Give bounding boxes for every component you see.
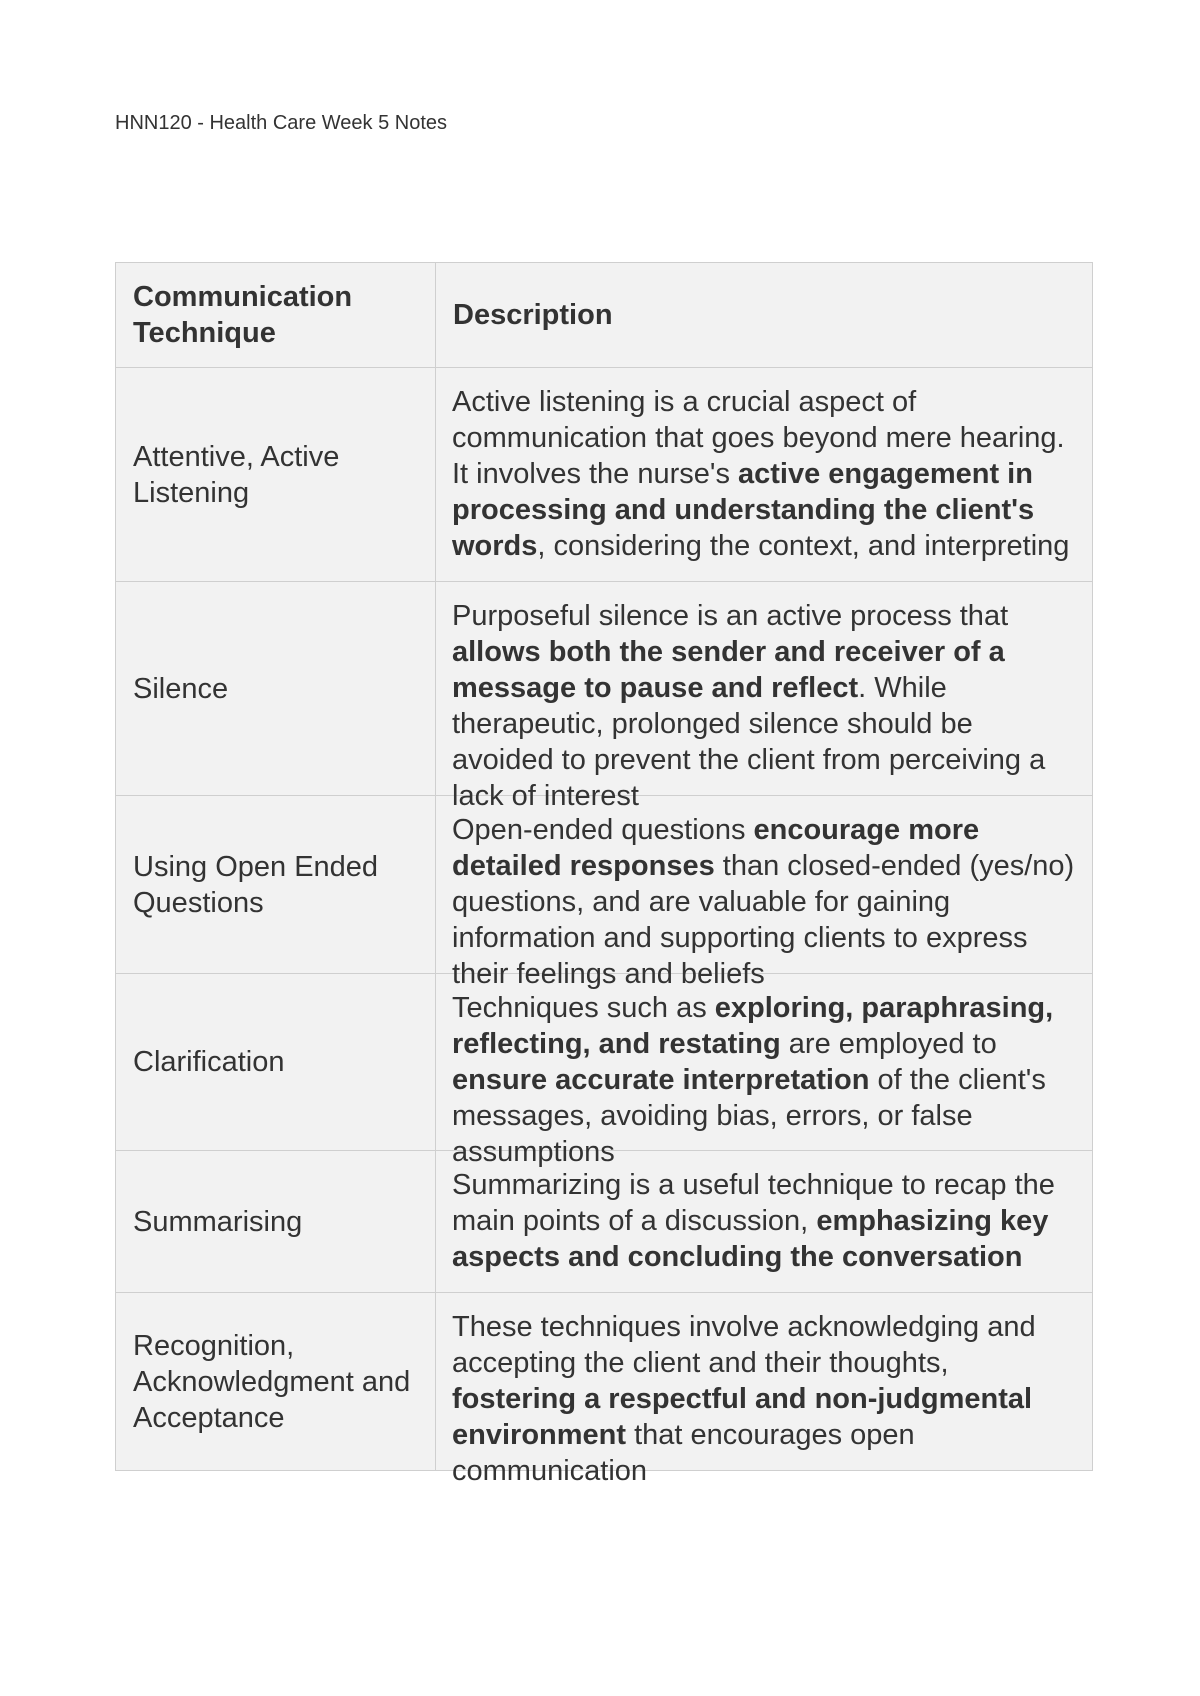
description-text (436, 796, 1092, 990)
table-header-row (116, 263, 1093, 368)
description-cell (436, 368, 1093, 582)
table-row (116, 1293, 1093, 1471)
description-text (436, 974, 1092, 1168)
table-row (116, 796, 1093, 974)
description-cell (436, 1293, 1093, 1487)
communication-techniques-table (115, 262, 1093, 1487)
column-header-technique-label: Communication Technique (133, 281, 353, 349)
description-emphasis: exploring, paraphrasing, reflecting, and restating (452, 992, 1054, 1060)
description-run: Summarizing is a useful technique to recap the main points of a discussion, (452, 1169, 1055, 1237)
technique-cell (116, 796, 436, 974)
technique-label: Silence (133, 672, 229, 705)
description-cell (436, 974, 1093, 1168)
column-header-description (436, 263, 1093, 368)
table-row (116, 368, 1093, 582)
description-run: Open-ended questions (452, 814, 754, 846)
technique-label: Summarising (133, 1205, 303, 1238)
technique-label: Clarification (133, 1046, 285, 1078)
description-run: , considering the context, and interpreting (537, 530, 1070, 562)
description-run: that encourages open communication (452, 1419, 915, 1487)
technique-cell (116, 582, 436, 796)
description-text (436, 582, 1092, 812)
description-run: Active listening is a crucial aspect of communication that goes beyond mere hearing. It involves the nurse's (452, 386, 1065, 490)
description-emphasis: fostering a respectful and non-judgmental environment (452, 1383, 1033, 1451)
description-emphasis: active engagement in processing and understanding the client's words (452, 458, 1035, 562)
column-header-description-label: Description (453, 299, 613, 331)
description-cell (436, 582, 1093, 812)
description-run: Purposeful silence is an active process that (452, 600, 1009, 632)
description-run: . While therapeutic, prolonged silence should be avoided to prevent the client from perceiving a lack of interest (452, 672, 1046, 812)
technique-cell (116, 974, 436, 1151)
description-run: than closed-ended (yes/no) questions, and are valuable for gaining information and supporting clients to express their feelings and beliefs (452, 850, 1075, 990)
description-text (436, 1293, 1092, 1487)
description-emphasis: allows both the sender and receiver of a message to pause and reflect (452, 636, 1005, 704)
description-emphasis: emphasizing key aspects and concluding the conversation (452, 1205, 1049, 1273)
description-text (436, 1151, 1092, 1292)
description-run: are employed to (780, 1028, 997, 1060)
technique-label: Recognition, Acknowledgment and Acceptance (133, 1329, 411, 1434)
table-row (116, 582, 1093, 796)
table-row (116, 974, 1093, 1151)
document-header: HNN120 - Health Care Week 5 Notes (115, 112, 447, 134)
column-header-technique (116, 263, 436, 368)
description-run: of the client's messages, avoiding bias, errors, or false assumptions (452, 1064, 1046, 1168)
description-text (436, 368, 1092, 581)
description-cell (436, 1151, 1093, 1293)
technique-cell (116, 1151, 436, 1293)
description-cell (436, 796, 1093, 990)
technique-label: Using Open Ended Questions (133, 850, 379, 919)
description-emphasis: ensure accurate interpretation (452, 1064, 870, 1096)
table-row (116, 1151, 1093, 1293)
description-emphasis: encourage more detailed responses (452, 814, 980, 882)
technique-cell (116, 368, 436, 582)
description-run: These techniques involve acknowledging and accepting the client and their thoughts, (452, 1311, 1036, 1379)
technique-label: Attentive, Active Listening (133, 440, 340, 509)
technique-cell (116, 1293, 436, 1471)
description-run: Techniques such as (452, 992, 715, 1024)
